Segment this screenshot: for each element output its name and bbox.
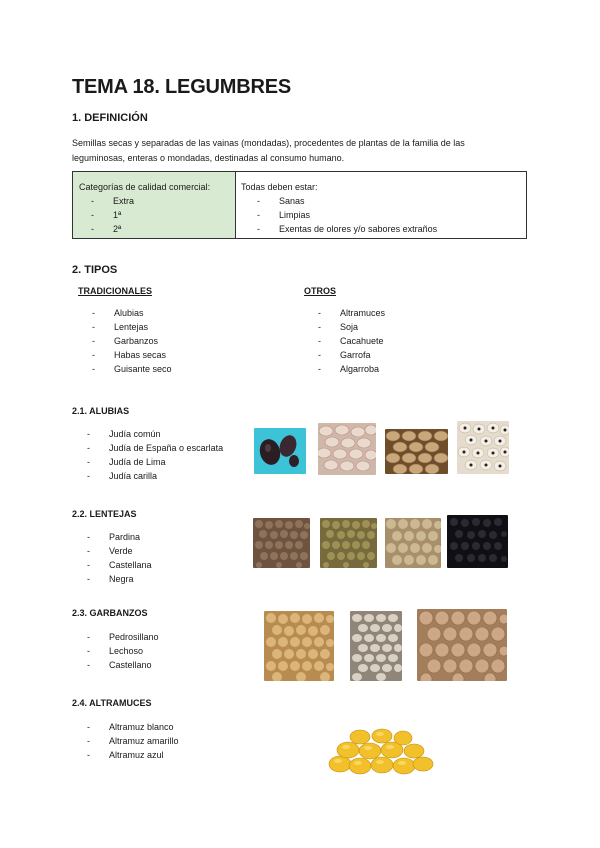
list-item: - Algarroba xyxy=(318,364,380,374)
list-item: - Alubias xyxy=(92,308,144,318)
lenteja-castellana-photo xyxy=(385,518,441,568)
page-title: TEMA 18. LEGUMBRES xyxy=(72,76,292,98)
section-heading-alubias: 2.1. ALUBIAS xyxy=(72,406,130,416)
list-item: - 2ª xyxy=(91,224,122,234)
judia-comun-photo xyxy=(254,428,306,474)
list-item: - Lechoso xyxy=(87,646,144,656)
tradicionales-label: TRADICIONALES xyxy=(78,286,152,296)
list-item: - Limpias xyxy=(257,210,311,220)
list-item: - Castellana xyxy=(87,560,152,570)
definition-paragraph xyxy=(72,136,532,166)
list-item: - Castellano xyxy=(87,660,152,670)
lenteja-negra-photo xyxy=(447,515,508,568)
list-item: - Negra xyxy=(87,574,134,584)
quality-requirements-cell xyxy=(236,172,526,238)
list-item: - Pardina xyxy=(87,532,141,542)
otros-label: OTROS xyxy=(304,286,337,296)
section-heading-garbanzos: 2.3. GARBANZOS xyxy=(72,608,148,618)
list-item: - Judía de España o escarlata xyxy=(87,443,224,453)
garbanzo-pedrosillano-photo xyxy=(264,611,334,681)
judia-carilla-photo xyxy=(457,421,509,474)
section-heading-tipos: 2. TIPOS xyxy=(72,264,118,276)
list-item: - Altramuz amarillo xyxy=(87,736,179,746)
list-item: - 1ª xyxy=(91,210,122,220)
list-item: - Altramuces xyxy=(318,308,386,318)
list-item: - Judía carilla xyxy=(87,471,158,481)
list-item: - Garbanzos xyxy=(92,336,159,346)
garbanzo-lechoso-photo xyxy=(350,611,402,681)
list-item: - Lentejas xyxy=(92,322,149,332)
judia-lima-photo xyxy=(385,429,448,474)
otros-list xyxy=(318,306,385,376)
lentejas-list xyxy=(87,530,152,586)
paragraph-line: Semillas secas y separadas de las vainas (mondadas), procedentes de plantas de la familia de las xyxy=(72,138,465,148)
list-item: - Guisante seco xyxy=(92,364,172,374)
tradicionales-list xyxy=(92,306,172,376)
list-item: - Altramuz azul xyxy=(87,750,164,760)
list-item: - Exentas de olores y/o sabores extraños xyxy=(257,224,438,234)
garbanzos-list xyxy=(87,630,159,672)
list-item: - Cacahuete xyxy=(318,336,384,346)
quality-categories-cell xyxy=(73,172,236,238)
alubias-list xyxy=(87,427,223,483)
list-item: - Judía de Lima xyxy=(87,457,166,467)
judia-espana-photo xyxy=(318,423,376,475)
list-item: - Pedrosillano xyxy=(87,632,159,642)
list-item: - Verde xyxy=(87,546,133,556)
lenteja-verde-photo xyxy=(320,518,377,568)
list-item: - Extra xyxy=(91,196,135,206)
list-item: - Altramuz blanco xyxy=(87,722,174,732)
lenteja-pardina-photo xyxy=(253,518,310,568)
quality-requirements-title: Todas deben estar: xyxy=(241,182,318,192)
section-heading-definicion: 1. DEFINICIÓN xyxy=(72,112,148,124)
garbanzo-castellano-photo xyxy=(417,609,507,681)
quality-table xyxy=(72,171,527,239)
list-item: - Sanas xyxy=(257,196,305,206)
paragraph-line: leguminosas, enteras o mondadas, destinadas al consumo humano. xyxy=(72,153,345,163)
list-item: - Garrofa xyxy=(318,350,371,360)
list-item: - Habas secas xyxy=(92,350,167,360)
section-heading-altramuces: 2.4. ALTRAMUCES xyxy=(72,698,152,708)
altramuz-photo xyxy=(326,722,435,777)
quality-categories-title: Categorías de calidad comercial: xyxy=(79,182,211,192)
list-item: - Judía común xyxy=(87,429,161,439)
list-item: - Soja xyxy=(318,322,359,332)
section-heading-lentejas: 2.2. LENTEJAS xyxy=(72,509,137,519)
altramuces-list xyxy=(87,720,179,762)
